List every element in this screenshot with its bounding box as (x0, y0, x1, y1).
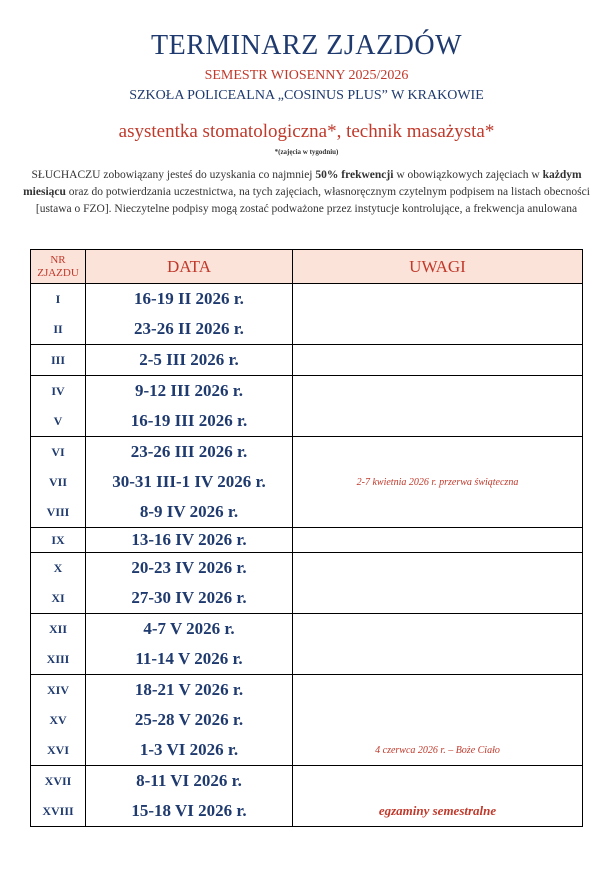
session-date: 16-19 II 2026 r. (134, 289, 244, 308)
session-date: 9-12 III 2026 r. (135, 381, 243, 400)
date-cell (86, 345, 293, 376)
table-row (31, 284, 583, 345)
remark-cell (293, 553, 583, 614)
remark-cell (293, 345, 583, 376)
session-number: XI (51, 590, 65, 605)
remark-cell (293, 284, 583, 345)
date-cell (86, 766, 293, 827)
table-header-row (31, 250, 583, 284)
remark-cell (293, 675, 583, 766)
session-number: XIV (46, 682, 69, 697)
session-date: 25-28 V 2026 r. (134, 710, 244, 729)
session-number: XVII (44, 773, 72, 788)
table-row (31, 376, 583, 437)
nr-cell (31, 345, 86, 376)
nr-cell (31, 614, 86, 675)
remark-cell (293, 766, 583, 827)
remark-cell (293, 528, 583, 553)
semester-subtitle: SEMESTR WIOSENNY 2025/2026 (204, 68, 409, 83)
header-data: DATA (86, 250, 293, 284)
session-date: 8-9 IV 2026 r. (139, 502, 239, 521)
remark-cell (293, 376, 583, 437)
session-number: II (53, 321, 63, 336)
session-date: 27-30 IV 2026 r. (131, 588, 247, 607)
session-date: 15-18 VI 2026 r. (131, 801, 247, 820)
session-number: VI (51, 444, 65, 459)
session-date: 1-3 VI 2026 r. (139, 740, 239, 759)
nr-cell (31, 675, 86, 766)
session-date: 20-23 IV 2026 r. (131, 558, 247, 577)
session-number: XVIII (42, 803, 74, 818)
school-name: SZKOŁA POLICEALNA „COSINUS PLUS” W KRAKOWIE (129, 88, 484, 103)
date-cell (86, 675, 293, 766)
schedule-table (30, 249, 583, 827)
session-number: XV (49, 712, 67, 727)
nr-cell (31, 376, 86, 437)
session-number: IV (51, 383, 65, 398)
table-row (31, 528, 583, 553)
notice-bold-1: 50% frekwencji (315, 169, 394, 181)
notice-text-2: w obowiązkowych zajęciach w (393, 169, 543, 181)
table-row (31, 553, 583, 614)
programs-heading: asystentka stomatologiczna*, technik masażysta* (118, 121, 495, 142)
date-cell (86, 614, 293, 675)
date-cell (86, 284, 293, 345)
session-number: XII (48, 621, 67, 636)
session-date: 23-26 III 2026 r. (130, 442, 248, 461)
session-date: 4-7 V 2026 r. (143, 619, 235, 638)
page-title: TERMINARZ ZJAZDÓW (150, 30, 463, 61)
footnote: *(zajęcia w tygodniu) (274, 148, 339, 156)
session-number: XIII (46, 651, 70, 666)
attendance-notice (20, 167, 593, 218)
session-number: III (50, 352, 65, 367)
session-date: 16-19 III 2026 r. (130, 411, 248, 430)
notice-text-3: oraz do potwierdzania uczestnictwa, na tych zajęciach, własnoręcznym czytelnym podpisem na listach obecności [ustawa o FZO]. Nieczytelne podpisy mogą zostać podważone przez instytucje kontrolujące, a frekwencja anulowana (35, 186, 590, 215)
remark-cell (293, 614, 583, 675)
date-cell (86, 376, 293, 437)
table-row (31, 675, 583, 766)
session-date: 18-21 V 2026 r. (134, 680, 244, 699)
table-row (31, 437, 583, 528)
nr-cell (31, 553, 86, 614)
notice-text-1: SŁUCHACZU zobowiązany jesteś do uzyskania co najmniej (31, 169, 316, 181)
session-number: VIII (46, 504, 70, 519)
session-date: 11-14 V 2026 r. (135, 649, 243, 668)
header-nr: NR ZJAZDU (31, 250, 86, 284)
remark-text: 4 czerwca 2026 r. – Boże Ciało (375, 744, 500, 756)
remark-cell: 2-7 kwietnia 2026 r. przerwa świąteczna (293, 437, 583, 528)
session-number: XVI (46, 742, 69, 757)
date-cell (86, 528, 293, 553)
session-number: I (55, 291, 61, 306)
session-date: 23-26 II 2026 r. (134, 319, 244, 338)
nr-cell (31, 437, 86, 528)
remark-text: egzaminy semestralne (378, 803, 497, 818)
nr-cell (31, 766, 86, 827)
table-row (31, 614, 583, 675)
session-number: X (53, 560, 63, 575)
table-row (31, 345, 583, 376)
session-date: 13-16 IV 2026 r. (131, 530, 247, 549)
session-date: 8-11 VI 2026 r. (136, 771, 242, 790)
session-date: 2-5 III 2026 r. (139, 350, 239, 369)
notice-bold-2: każdym miesiącu (23, 169, 582, 198)
session-number: VII (48, 474, 67, 489)
nr-cell (31, 528, 86, 553)
session-date: 30-31 III-1 IV 2026 r. (112, 472, 266, 491)
table-row (31, 766, 583, 827)
date-cell (86, 553, 293, 614)
nr-cell (31, 284, 86, 345)
date-cell (86, 437, 293, 528)
header-uwagi: UWAGI (293, 250, 583, 284)
session-number: V (53, 413, 63, 428)
session-number: IX (51, 532, 65, 547)
